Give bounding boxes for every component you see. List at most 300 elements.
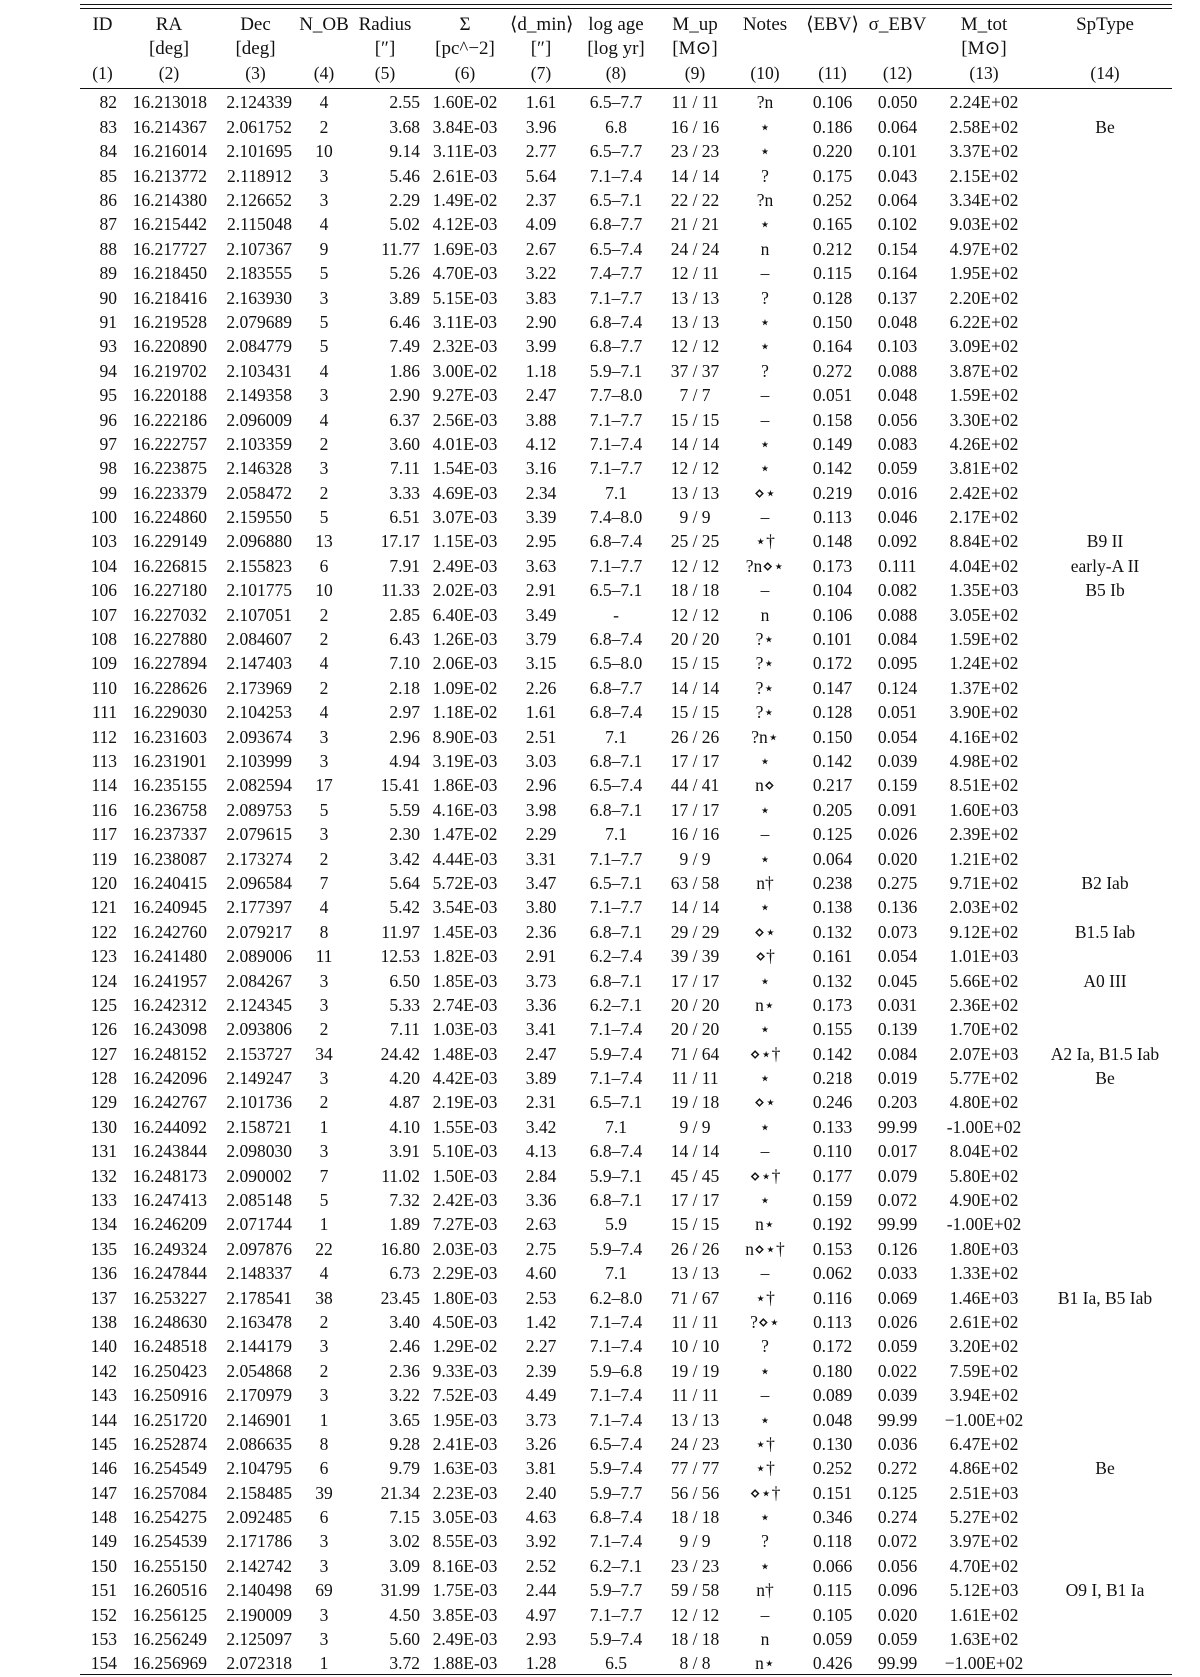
unit-sigma: [pc^−2] xyxy=(435,38,495,60)
cell-ra: 16.222186 xyxy=(132,409,207,430)
cell-sigma: 5.72E-03 xyxy=(432,872,498,893)
cell-ebv: 0.128 xyxy=(812,287,853,308)
cell-notes: ⋆ xyxy=(759,848,771,869)
table-row xyxy=(80,91,1172,115)
cell-dmin: 3.26 xyxy=(525,1433,557,1454)
cell-sigma: 3.19E-03 xyxy=(432,750,498,771)
cell-dec: 2.090002 xyxy=(226,1165,292,1186)
cell-id: 134 xyxy=(90,1214,117,1235)
table-row xyxy=(80,1457,1172,1481)
cell-sptype xyxy=(1038,1432,1172,1456)
cell-ra: 16.219528 xyxy=(132,311,207,332)
cell-log-age: 5.9–7.4 xyxy=(589,1238,643,1259)
cell-ra: 16.244092 xyxy=(132,1116,207,1137)
cell-dec: 2.096009 xyxy=(226,409,292,430)
table-row xyxy=(80,1530,1172,1554)
cell-sigma: 2.06E-03 xyxy=(432,653,498,674)
cell-dmin: 2.91 xyxy=(525,946,557,967)
cell-dmin: 2.91 xyxy=(525,580,557,601)
header-sptype: SpType xyxy=(1076,13,1134,35)
cell-sptype: B1 Ia, B5 Iab xyxy=(1057,1287,1153,1308)
cell-dmin: 1.61 xyxy=(525,92,557,113)
cell-ra: 16.254539 xyxy=(132,1531,207,1552)
cell-nob: 3 xyxy=(319,287,329,308)
cell-sptype xyxy=(1038,725,1172,749)
cell-dec: 2.118912 xyxy=(227,165,292,186)
cell-radius: 7.11 xyxy=(390,458,420,479)
table-row xyxy=(80,750,1172,774)
cell-sigma: 3.07E-03 xyxy=(432,507,498,528)
cell-dmin: 4.12 xyxy=(525,433,557,454)
cell-dec: 2.183555 xyxy=(226,263,292,284)
cell-sptype: Be xyxy=(1095,116,1115,137)
cell-mup: 22 / 22 xyxy=(670,190,720,210)
cell-radius: 2.90 xyxy=(389,385,420,406)
cell-ra: 16.252874 xyxy=(132,1433,207,1454)
cell-nob: 3 xyxy=(319,1068,329,1089)
cell-mup: 18 / 18 xyxy=(670,580,720,601)
cell-dec: 2.104253 xyxy=(226,702,292,723)
cell-sptype xyxy=(1038,1237,1172,1261)
cell-notes: – xyxy=(760,1141,770,1162)
table-row xyxy=(80,676,1172,700)
header-mtot: M_tot xyxy=(960,13,1008,35)
cell-log-age: 6.8–7.4 xyxy=(589,629,643,650)
cell-mup: 14 / 14 xyxy=(670,1141,720,1162)
cell-notes: ?⋆ xyxy=(755,677,775,698)
cell-notes: ⋄⋆ xyxy=(754,921,776,942)
cell-mtot: −1.00E+02 xyxy=(944,1653,1024,1674)
cell-log-age: 6.8–7.4 xyxy=(589,531,643,552)
cell-nob: 5 xyxy=(319,799,329,820)
cell-mup: 12 / 12 xyxy=(670,1604,720,1625)
cell-id: 108 xyxy=(90,629,117,650)
cell-ra: 16.237337 xyxy=(132,824,207,845)
cell-sptype xyxy=(1038,945,1172,969)
cell-ebv: 0.186 xyxy=(812,116,853,137)
cell-ebv: 0.252 xyxy=(812,1458,853,1479)
index-9: (9) xyxy=(684,62,706,83)
cell-dec: 2.097876 xyxy=(226,1238,292,1259)
cell-dec: 2.103359 xyxy=(226,433,292,454)
cell-dmin: 3.39 xyxy=(525,507,557,528)
cell-sigma-ebv: 0.059 xyxy=(877,1336,918,1357)
cell-ra: 16.231901 xyxy=(132,750,207,771)
cell-mup: 17 / 17 xyxy=(670,799,720,820)
cell-mup: 24 / 24 xyxy=(670,238,720,259)
table-row xyxy=(80,1579,1172,1603)
unit-mup: [M⊙] xyxy=(672,38,718,60)
cell-sptype xyxy=(1038,1018,1172,1042)
cell-sigma: 2.56E-03 xyxy=(432,409,498,430)
cell-sptype xyxy=(1038,993,1172,1017)
cell-ebv: 0.272 xyxy=(812,360,853,381)
cell-sptype: B5 Ib xyxy=(1085,580,1125,601)
cell-notes: ⋆ xyxy=(759,458,771,479)
cell-dmin: 2.26 xyxy=(525,677,557,698)
cell-sigma: 1.60E-02 xyxy=(432,92,498,113)
cell-id: 121 xyxy=(90,897,117,918)
table-row xyxy=(80,408,1172,432)
header-dmin: ⟨d_min⟩ xyxy=(510,13,574,35)
cell-nob: 3 xyxy=(319,1336,329,1357)
table-row xyxy=(80,1384,1172,1408)
cell-log-age: 6.2–7.4 xyxy=(589,946,643,967)
cell-log-age: 7.1–7.4 xyxy=(589,1385,643,1406)
cell-ebv: 0.113 xyxy=(813,1311,852,1332)
cell-radius: 1.89 xyxy=(389,1214,420,1235)
cell-ebv: 0.346 xyxy=(812,1507,853,1528)
cell-nob: 3 xyxy=(319,970,329,991)
cell-id: 120 xyxy=(90,872,117,893)
cell-sigma: 5.15E-03 xyxy=(432,287,498,308)
cell-ra: 16.251720 xyxy=(132,1409,207,1430)
cell-log-age: 6.2–8.0 xyxy=(589,1287,643,1308)
cell-mtot: 3.20E+02 xyxy=(949,1336,1019,1357)
cell-sigma: 4.16E-03 xyxy=(432,799,498,820)
cell-notes: ⋆ xyxy=(759,1190,771,1211)
cell-nob: 6 xyxy=(319,555,329,576)
cell-sptype xyxy=(1038,262,1172,286)
cell-notes: ⋆† xyxy=(755,1287,775,1308)
cell-sigma-ebv: 0.088 xyxy=(877,360,918,381)
cell-mup: 39 / 39 xyxy=(670,946,720,967)
cell-sigma: 1.55E-03 xyxy=(432,1116,498,1137)
cell-sptype xyxy=(1038,359,1172,383)
cell-id: 144 xyxy=(90,1409,117,1430)
cell-sigma-ebv: 99.99 xyxy=(877,1214,918,1235)
cell-dmin: 3.31 xyxy=(525,848,557,869)
cell-nob: 5 xyxy=(319,1190,329,1211)
cell-id: 114 xyxy=(91,775,117,796)
cell-nob: 1 xyxy=(319,1214,329,1235)
cell-sigma: 4.12E-03 xyxy=(432,214,498,235)
cell-radius: 3.89 xyxy=(389,287,420,308)
cell-id: 137 xyxy=(90,1287,117,1308)
cell-dmin: 3.49 xyxy=(525,604,557,625)
cell-nob: 17 xyxy=(315,775,333,796)
cell-mup: 13 / 13 xyxy=(670,311,720,332)
cell-dec: 2.146901 xyxy=(226,1409,292,1430)
cell-dec: 2.054868 xyxy=(226,1360,292,1381)
cell-sigma: 3.85E-03 xyxy=(432,1604,498,1625)
header-names-row xyxy=(80,12,1172,37)
cell-sptype xyxy=(1038,213,1172,237)
cell-radius: 24.42 xyxy=(380,1043,420,1064)
cell-radius: 3.09 xyxy=(389,1555,420,1576)
cell-mtot: 1.70E+02 xyxy=(949,1019,1019,1040)
header-mup: M_up xyxy=(672,13,718,35)
cell-radius: 5.02 xyxy=(389,214,420,235)
cell-mup: 77 / 77 xyxy=(670,1458,720,1479)
cell-sigma-ebv: 0.059 xyxy=(877,458,918,479)
cell-nob: 69 xyxy=(315,1580,333,1601)
table-row xyxy=(80,1359,1172,1383)
cell-radius: 6.50 xyxy=(389,970,420,991)
cell-mtot: 1.46E+03 xyxy=(949,1287,1019,1308)
cell-notes: – xyxy=(760,385,770,406)
cell-log-age: 5.9–7.4 xyxy=(589,1458,643,1479)
cell-ebv: 0.116 xyxy=(813,1287,852,1308)
cell-mup: 8 / 8 xyxy=(679,1653,711,1674)
cell-ra: 16.215442 xyxy=(132,214,207,235)
cell-ra: 16.242760 xyxy=(132,921,207,942)
cell-mtot: −1.00E+02 xyxy=(944,1409,1024,1430)
cell-ebv: 0.118 xyxy=(813,1531,852,1552)
cell-ra: 16.213018 xyxy=(132,92,207,113)
header-index-row xyxy=(80,61,1172,86)
cell-radius: 21.34 xyxy=(380,1482,420,1503)
cell-nob: 3 xyxy=(319,1629,329,1650)
cell-mtot: 6.22E+02 xyxy=(949,311,1019,332)
table-row xyxy=(80,1140,1172,1164)
cell-dec: 2.124345 xyxy=(226,994,292,1015)
cell-ra: 16.241480 xyxy=(132,946,207,967)
cell-sigma-ebv: 0.137 xyxy=(877,287,918,308)
cell-notes: ⋆ xyxy=(759,433,771,454)
cell-nob: 3 xyxy=(319,1531,329,1552)
cell-id: 150 xyxy=(90,1555,117,1576)
table-row xyxy=(80,1067,1172,1091)
cell-log-age: 7.1–7.4 xyxy=(589,1019,643,1040)
header-notes: Notes xyxy=(742,13,788,35)
cell-ra: 16.248152 xyxy=(132,1043,207,1064)
cell-ebv: 0.132 xyxy=(812,970,853,991)
cell-dec: 2.084607 xyxy=(226,629,292,650)
cell-log-age: 6.5–7.7 xyxy=(589,92,643,113)
cell-radius: 11.33 xyxy=(381,580,420,601)
cell-log-age: 7.1 xyxy=(605,482,627,503)
cell-notes: ⋆† xyxy=(755,1433,775,1454)
cell-id: 117 xyxy=(91,824,117,845)
cell-sptype: A2 Ia, B1.5 Iab xyxy=(1050,1043,1160,1064)
cell-dec: 2.155823 xyxy=(226,555,292,576)
cell-sigma-ebv: 0.082 xyxy=(877,580,918,601)
cell-log-age: 7.4–7.7 xyxy=(589,263,643,284)
cell-sptype xyxy=(1038,408,1172,432)
cell-dec: 2.125097 xyxy=(226,1629,292,1650)
cell-ebv: 0.051 xyxy=(812,385,853,406)
cell-radius: 5.33 xyxy=(389,994,420,1015)
cell-dec: 2.148337 xyxy=(226,1263,292,1284)
cell-dec: 2.177397 xyxy=(226,897,292,918)
cell-sptype xyxy=(1038,1140,1172,1164)
cell-log-age: 6.8–7.4 xyxy=(589,311,643,332)
cell-ebv: 0.110 xyxy=(813,1141,852,1162)
cell-nob: 1 xyxy=(319,1653,329,1674)
top-rule-inner xyxy=(80,8,1172,9)
cell-dec: 2.071744 xyxy=(226,1214,292,1235)
cell-id: 83 xyxy=(99,116,117,137)
cell-sigma: 4.01E-03 xyxy=(432,433,498,454)
cell-ebv: 0.165 xyxy=(812,214,853,235)
unit-radius: [″] xyxy=(374,38,396,60)
cell-sigma-ebv: 0.036 xyxy=(877,1433,918,1454)
cell-id: 149 xyxy=(90,1531,117,1552)
cell-sptype xyxy=(1038,1628,1172,1652)
table-row xyxy=(80,1164,1172,1188)
cell-mtot: 5.77E+02 xyxy=(949,1068,1019,1089)
cell-sptype xyxy=(1038,1603,1172,1627)
cell-sigma-ebv: 99.99 xyxy=(877,1409,918,1430)
cell-notes: ⋄⋆† xyxy=(749,1043,781,1064)
cell-mup: 15 / 15 xyxy=(670,653,720,674)
cell-radius: 7.15 xyxy=(389,1507,420,1528)
cell-dmin: 3.88 xyxy=(525,409,557,430)
cell-sptype: A0 III xyxy=(1083,970,1127,991)
cell-sigma: 1.03E-03 xyxy=(432,1019,498,1040)
cell-ra: 16.229030 xyxy=(132,702,207,723)
cell-sigma: 4.42E-03 xyxy=(432,1068,498,1089)
cell-mtot: 6.47E+02 xyxy=(949,1433,1019,1454)
cell-notes: ⋆ xyxy=(759,116,771,137)
cell-id: 152 xyxy=(90,1604,117,1625)
cell-id: 131 xyxy=(90,1141,117,1162)
cell-dmin: 2.37 xyxy=(525,190,557,210)
cell-ra: 16.249324 xyxy=(132,1238,207,1259)
cell-log-age: 6.5–7.4 xyxy=(589,1433,643,1454)
cell-id: 106 xyxy=(90,580,117,601)
cell-sptype xyxy=(1038,1481,1172,1505)
cell-dmin: 2.77 xyxy=(525,141,557,162)
cell-radius: 5.42 xyxy=(389,897,420,918)
cell-mup: 19 / 19 xyxy=(670,1360,720,1381)
cell-radius: 3.72 xyxy=(389,1653,420,1674)
cell-notes: ⋆ xyxy=(759,141,771,162)
cell-mtot: 2.15E+02 xyxy=(949,165,1019,186)
cell-sigma: 2.61E-03 xyxy=(432,165,498,186)
cell-dmin: 3.03 xyxy=(525,750,557,771)
cell-ebv: 0.173 xyxy=(812,994,853,1015)
cell-id: 85 xyxy=(99,165,117,186)
cell-id: 89 xyxy=(99,263,117,284)
cell-nob: 2 xyxy=(319,604,329,625)
cell-radius: 3.02 xyxy=(389,1531,420,1552)
cell-radius: 6.43 xyxy=(389,629,420,650)
cell-dmin: 2.44 xyxy=(525,1580,557,1601)
cell-ra: 16.220890 xyxy=(132,336,207,357)
cell-radius: 3.42 xyxy=(389,848,420,869)
cell-mup: 15 / 15 xyxy=(670,409,720,430)
cell-sptype xyxy=(1038,676,1172,700)
cell-sigma: 1.09E-02 xyxy=(432,677,498,698)
cell-id: 91 xyxy=(99,311,117,332)
cell-ebv: 0.113 xyxy=(813,507,852,528)
cell-sigma-ebv: 0.159 xyxy=(877,775,918,796)
cell-dmin: 2.96 xyxy=(525,775,557,796)
cell-sigma-ebv: 99.99 xyxy=(877,1653,918,1674)
cell-nob: 3 xyxy=(319,458,329,479)
cell-sptype xyxy=(1038,1530,1172,1554)
cell-sigma: 1.49E-02 xyxy=(432,190,498,210)
cell-sigma-ebv: 0.054 xyxy=(877,946,918,967)
cell-ra: 16.214367 xyxy=(132,116,207,137)
index-11: (11) xyxy=(818,62,847,83)
cell-sptype xyxy=(1038,628,1172,652)
cell-dec: 2.149247 xyxy=(226,1068,292,1089)
cell-ra: 16.224860 xyxy=(132,507,207,528)
cell-mup: 23 / 23 xyxy=(670,141,720,162)
cell-notes: n xyxy=(760,1629,770,1650)
table-row xyxy=(80,847,1172,871)
cell-sigma-ebv: 0.111 xyxy=(878,555,917,576)
cell-sptype xyxy=(1038,1554,1172,1578)
cell-mup: 11 / 11 xyxy=(671,1068,719,1089)
cell-radius: 5.64 xyxy=(389,872,420,893)
table-row xyxy=(80,798,1172,822)
cell-dmin: 2.47 xyxy=(525,1043,557,1064)
cell-nob: 4 xyxy=(319,92,329,113)
cell-dec: 2.107367 xyxy=(226,238,292,259)
cell-ra: 16.219702 xyxy=(132,360,207,381)
header-sigma: Σ xyxy=(459,13,471,35)
cell-sigma: 1.45E-03 xyxy=(432,921,498,942)
table-row xyxy=(80,1115,1172,1139)
cell-mtot: 3.87E+02 xyxy=(949,360,1019,381)
cell-nob: 38 xyxy=(315,1287,333,1308)
cell-id: 122 xyxy=(90,921,117,942)
cell-dec: 2.171786 xyxy=(226,1531,292,1552)
cell-log-age: 5.9–7.7 xyxy=(589,1482,643,1503)
cell-nob: 2 xyxy=(319,116,329,137)
cell-nob: 6 xyxy=(319,1507,329,1528)
cell-id: 98 xyxy=(99,458,117,479)
cell-ra: 16.254549 xyxy=(132,1458,207,1479)
cell-mtot: 9.71E+02 xyxy=(949,872,1019,893)
cell-mtot: 9.03E+02 xyxy=(949,214,1019,235)
cell-sigma-ebv: 0.048 xyxy=(877,311,918,332)
table-row xyxy=(80,1286,1172,1310)
cell-mup: 15 / 15 xyxy=(670,702,720,723)
cell-nob: 5 xyxy=(319,336,329,357)
cell-mtot: 1.35E+03 xyxy=(949,580,1019,601)
cell-dec: 2.126652 xyxy=(226,190,292,210)
cell-mtot: 1.21E+02 xyxy=(949,848,1019,869)
cell-radius: 6.37 xyxy=(389,409,420,430)
cell-mtot: 3.81E+02 xyxy=(949,458,1019,479)
cell-notes: ⋆ xyxy=(759,214,771,235)
cell-log-age: 6.2–7.1 xyxy=(589,1555,643,1576)
cell-nob: 13 xyxy=(315,531,333,552)
cell-id: 129 xyxy=(90,1092,117,1113)
cell-dmin: 1.28 xyxy=(525,1653,557,1674)
cell-dmin: 3.73 xyxy=(525,970,557,991)
cell-id: 138 xyxy=(90,1311,117,1332)
table-row xyxy=(80,1603,1172,1627)
cell-dmin: 1.61 xyxy=(525,702,557,723)
cell-ebv: 0.104 xyxy=(812,580,853,601)
cell-id: 113 xyxy=(91,750,117,771)
cell-notes: ?⋄⋆ xyxy=(750,1311,780,1332)
cell-radius: 2.55 xyxy=(389,92,420,113)
cell-dmin: 4.09 xyxy=(525,214,557,235)
cell-mtot: 4.70E+02 xyxy=(949,1555,1019,1576)
cell-notes: ? xyxy=(761,360,769,381)
table-row xyxy=(80,1311,1172,1335)
cell-dec: 2.101695 xyxy=(226,141,292,162)
cell-notes: ⋆† xyxy=(755,531,775,552)
index-14: (14) xyxy=(1090,62,1120,83)
index-13: (13) xyxy=(969,62,999,83)
cell-log-age: 6.5–7.1 xyxy=(589,580,643,601)
cell-mtot: 2.51E+03 xyxy=(949,1482,1019,1503)
cell-log-age: 7.1–7.4 xyxy=(589,1409,643,1430)
cell-ebv: 0.212 xyxy=(812,238,853,259)
cell-mup: 14 / 14 xyxy=(670,677,720,698)
cell-dmin: 2.36 xyxy=(525,921,557,942)
cell-ebv: 0.048 xyxy=(812,1409,853,1430)
cell-dec: 2.124339 xyxy=(226,92,292,113)
